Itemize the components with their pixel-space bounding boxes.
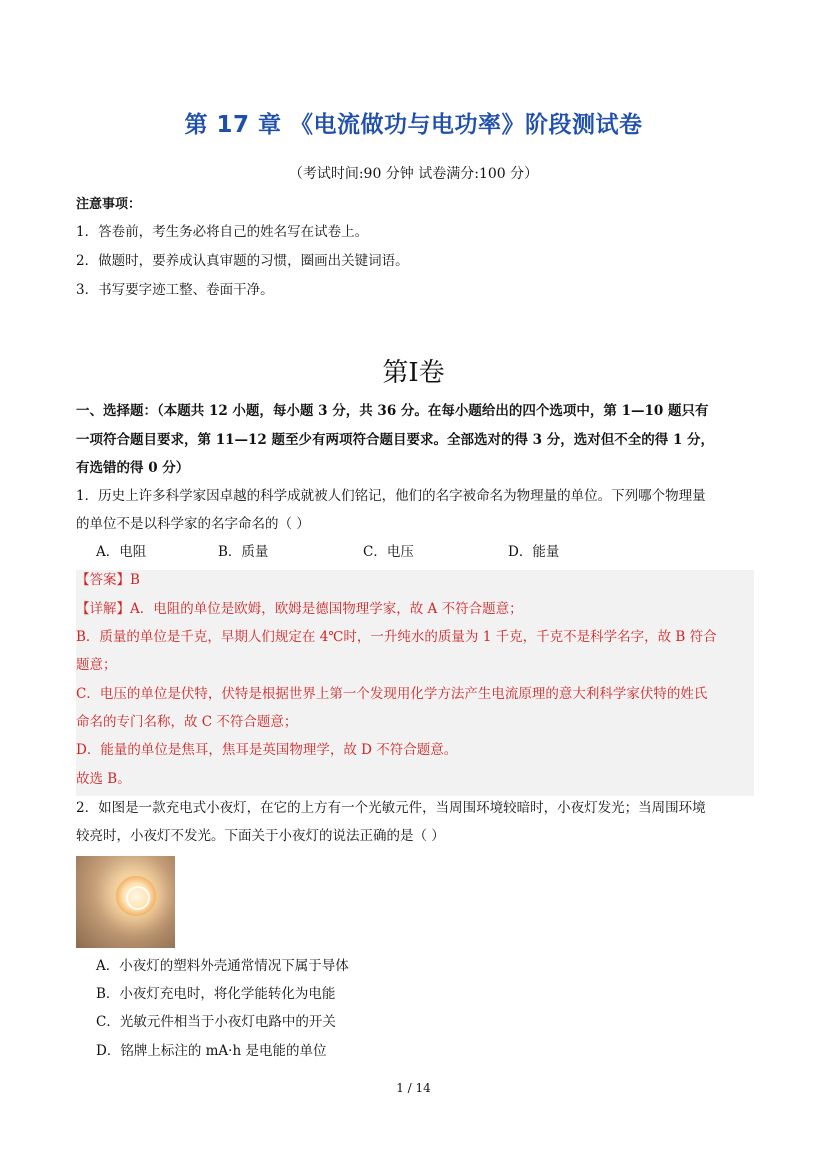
question-1-options — [96, 542, 559, 562]
detail-text: A．电阻的单位是欧姆，欧姆是德国物理学家，故 A 不符合题意； — [130, 601, 523, 617]
section-instructions: 有选错的得 0 分） — [76, 460, 190, 476]
lamp-glow — [116, 876, 156, 916]
option-a: A．电阻 — [96, 544, 147, 560]
notice-item: 1．答卷前，考生务必将自己的姓名写在试卷上。 — [76, 224, 369, 240]
notice-item: 2．做题时，要养成认真审题的习惯，圈画出关键词语。 — [76, 253, 409, 269]
question-1-stem: 1．历史上许多科学家因卓越的科学成就被人们铭记，他们的名字被命名为物理量的单位。下列哪个物理量 — [76, 488, 706, 504]
answer-conclusion: 故选 B。 — [76, 771, 131, 787]
document-title: 第 17 章 《电流做功与电功率》阶段测试卷 — [184, 112, 643, 138]
notice-heading: 注意事项： — [76, 197, 142, 212]
option-b: B．质量 — [218, 544, 269, 560]
option-b: B．小夜灯充电时，将化学能转化为电能 — [96, 986, 336, 1002]
option-c: C．光敏元件相当于小夜灯电路中的开关 — [96, 1014, 336, 1030]
question-2-stem: 较亮时，小夜灯不发光。下面关于小夜灯的说法正确的是（ ） — [76, 828, 445, 844]
answer-value: B — [130, 572, 140, 588]
option-c: C．电压 — [363, 544, 414, 560]
detail-text: C．电压的单位是伏特，伏特是根据世界上第一个发现用化学方法产生电流原理的意大利科学家伏特的姓氏 — [76, 686, 708, 702]
section-instructions: 一项符合题目要求，第 11—12 题至少有两项符合题目要求。全部选对的得 3 分，选对但不全的得 1 分， — [76, 432, 715, 448]
page-number: 1 / 14 — [396, 1081, 431, 1095]
exam-info: （考试时间:90 分钟 试卷满分:100 分） — [288, 166, 539, 182]
detail-text: 题意； — [76, 657, 117, 673]
night-light-photo — [76, 856, 175, 948]
section-instructions: 一、选择题：（本题共 12 小题，每小题 3 分，共 36 分。在每小题给出的四个选项中，第 1—10 题只有 — [76, 403, 709, 419]
option-a: A．小夜灯的塑料外壳通常情况下属于导体 — [96, 958, 349, 974]
detail-text: 命名的专门名称，故 C 不符合题意； — [76, 714, 298, 730]
question-1-stem: 的单位不是以科学家的名字命名的（ ） — [76, 516, 310, 532]
detail-text: D．能量的单位是焦耳，焦耳是英国物理学，故 D 不符合题意。 — [76, 742, 458, 758]
detail-label: 【详解】 — [76, 601, 130, 617]
option-d: D．铭牌上标注的 mA·h 是电能的单位 — [96, 1043, 327, 1059]
question-2-stem: 2．如图是一款充电式小夜灯，在它的上方有一个光敏元件，当周围环境较暗时，小夜灯发光；当周围环境 — [76, 800, 706, 816]
answer-label: 【答案】 — [76, 572, 130, 588]
answer-line — [76, 570, 140, 590]
detail-line — [76, 599, 523, 619]
volume-title: 第I卷 — [382, 358, 445, 388]
notice-item: 3．书写要字迹工整、卷面干净。 — [76, 282, 274, 298]
option-d: D．能量 — [508, 544, 560, 560]
detail-text: B．质量的单位是千克，早期人们规定在 4℃时，一升纯水的质量为 1 千克，千克不是科学名字，故 B 符合 — [76, 629, 717, 645]
